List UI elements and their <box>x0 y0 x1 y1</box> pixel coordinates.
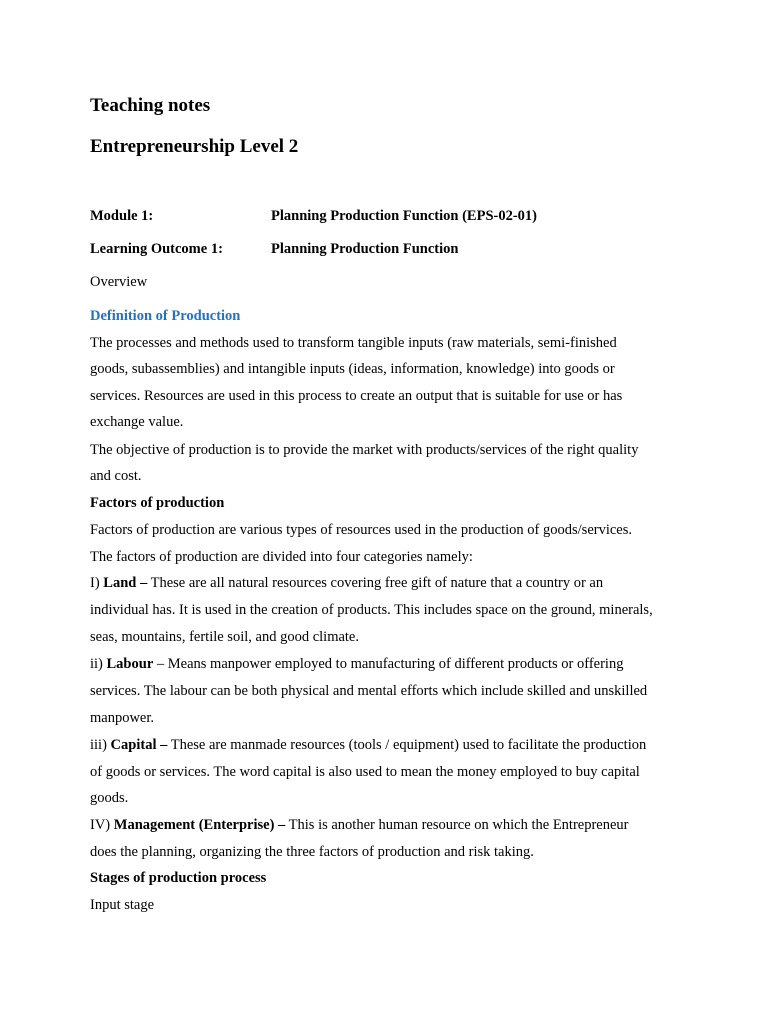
management-line: does the planning, organizing the three factors of production and risk taking. <box>90 844 534 860</box>
stages-heading: Stages of production process <box>90 870 267 886</box>
definition-line: services. Resources are used in this process to create an output that is suitable for use or has <box>90 388 623 404</box>
factors-heading: Factors of production <box>90 495 225 511</box>
factors-line: Factors of production are various types of resources used in the production of goods/services. <box>90 522 633 538</box>
labour-line: manpower. <box>90 710 155 726</box>
module-value: Planning Production Function (EPS-02-01) <box>271 208 537 224</box>
definition-heading: Definition of Production <box>90 308 241 324</box>
land-line: seas, mountains, fertile soil, and good climate. <box>90 629 359 645</box>
capital-line: of goods or services. The word capital is also used to mean the money employed to buy capital <box>90 764 640 780</box>
land-term: Land – <box>103 575 148 591</box>
land-prefix: I) <box>90 575 104 591</box>
land-text: These are all natural resources covering free gift of nature that a country or an <box>147 575 604 591</box>
labour-term: Labour <box>106 656 154 672</box>
labour-text: – Means manpower employed to manufacturing of different products or offering <box>153 656 624 672</box>
capital-item <box>90 735 646 755</box>
input-stage-text: Input stage <box>90 897 155 913</box>
doc-subtitle: Entrepreneurship Level 2 <box>90 136 299 157</box>
labour-line: services. The labour can be both physical and mental efforts which include skilled and unskilled <box>90 683 648 699</box>
objective-line: and cost. <box>90 468 142 484</box>
objective-line: The objective of production is to provide the market with products/services of the right quality <box>90 442 639 458</box>
definition-line: exchange value. <box>90 414 184 430</box>
outcome-label: Learning Outcome 1: <box>90 241 223 257</box>
land-item <box>90 573 603 593</box>
labour-item <box>90 654 623 674</box>
capital-text: These are manmade resources (tools / equipment) used to facilitate the production <box>167 737 647 753</box>
management-text: This is another human resource on which the Entrepreneur <box>285 817 629 833</box>
doc-title: Teaching notes <box>90 95 211 116</box>
management-prefix: IV) <box>90 817 114 833</box>
factors-line: The factors of production are divided into four categories namely: <box>90 549 473 565</box>
overview-text: Overview <box>90 274 148 290</box>
management-item <box>90 815 629 835</box>
definition-line: goods, subassemblies) and intangible inputs (ideas, information, knowledge) into goods or <box>90 361 615 377</box>
outcome-value: Planning Production Function <box>271 241 459 257</box>
definition-line: The processes and methods used to transform tangible inputs (raw materials, semi-finished <box>90 335 617 351</box>
module-label: Module 1: <box>90 208 154 224</box>
land-line: individual has. It is used in the creation of products. This includes space on the ground, minerals, <box>90 602 653 618</box>
management-term: Management (Enterprise) – <box>113 817 286 833</box>
capital-term: Capital – <box>110 737 168 753</box>
capital-prefix: iii) <box>90 737 111 753</box>
labour-prefix: ii) <box>90 656 107 672</box>
capital-line: goods. <box>90 790 129 806</box>
